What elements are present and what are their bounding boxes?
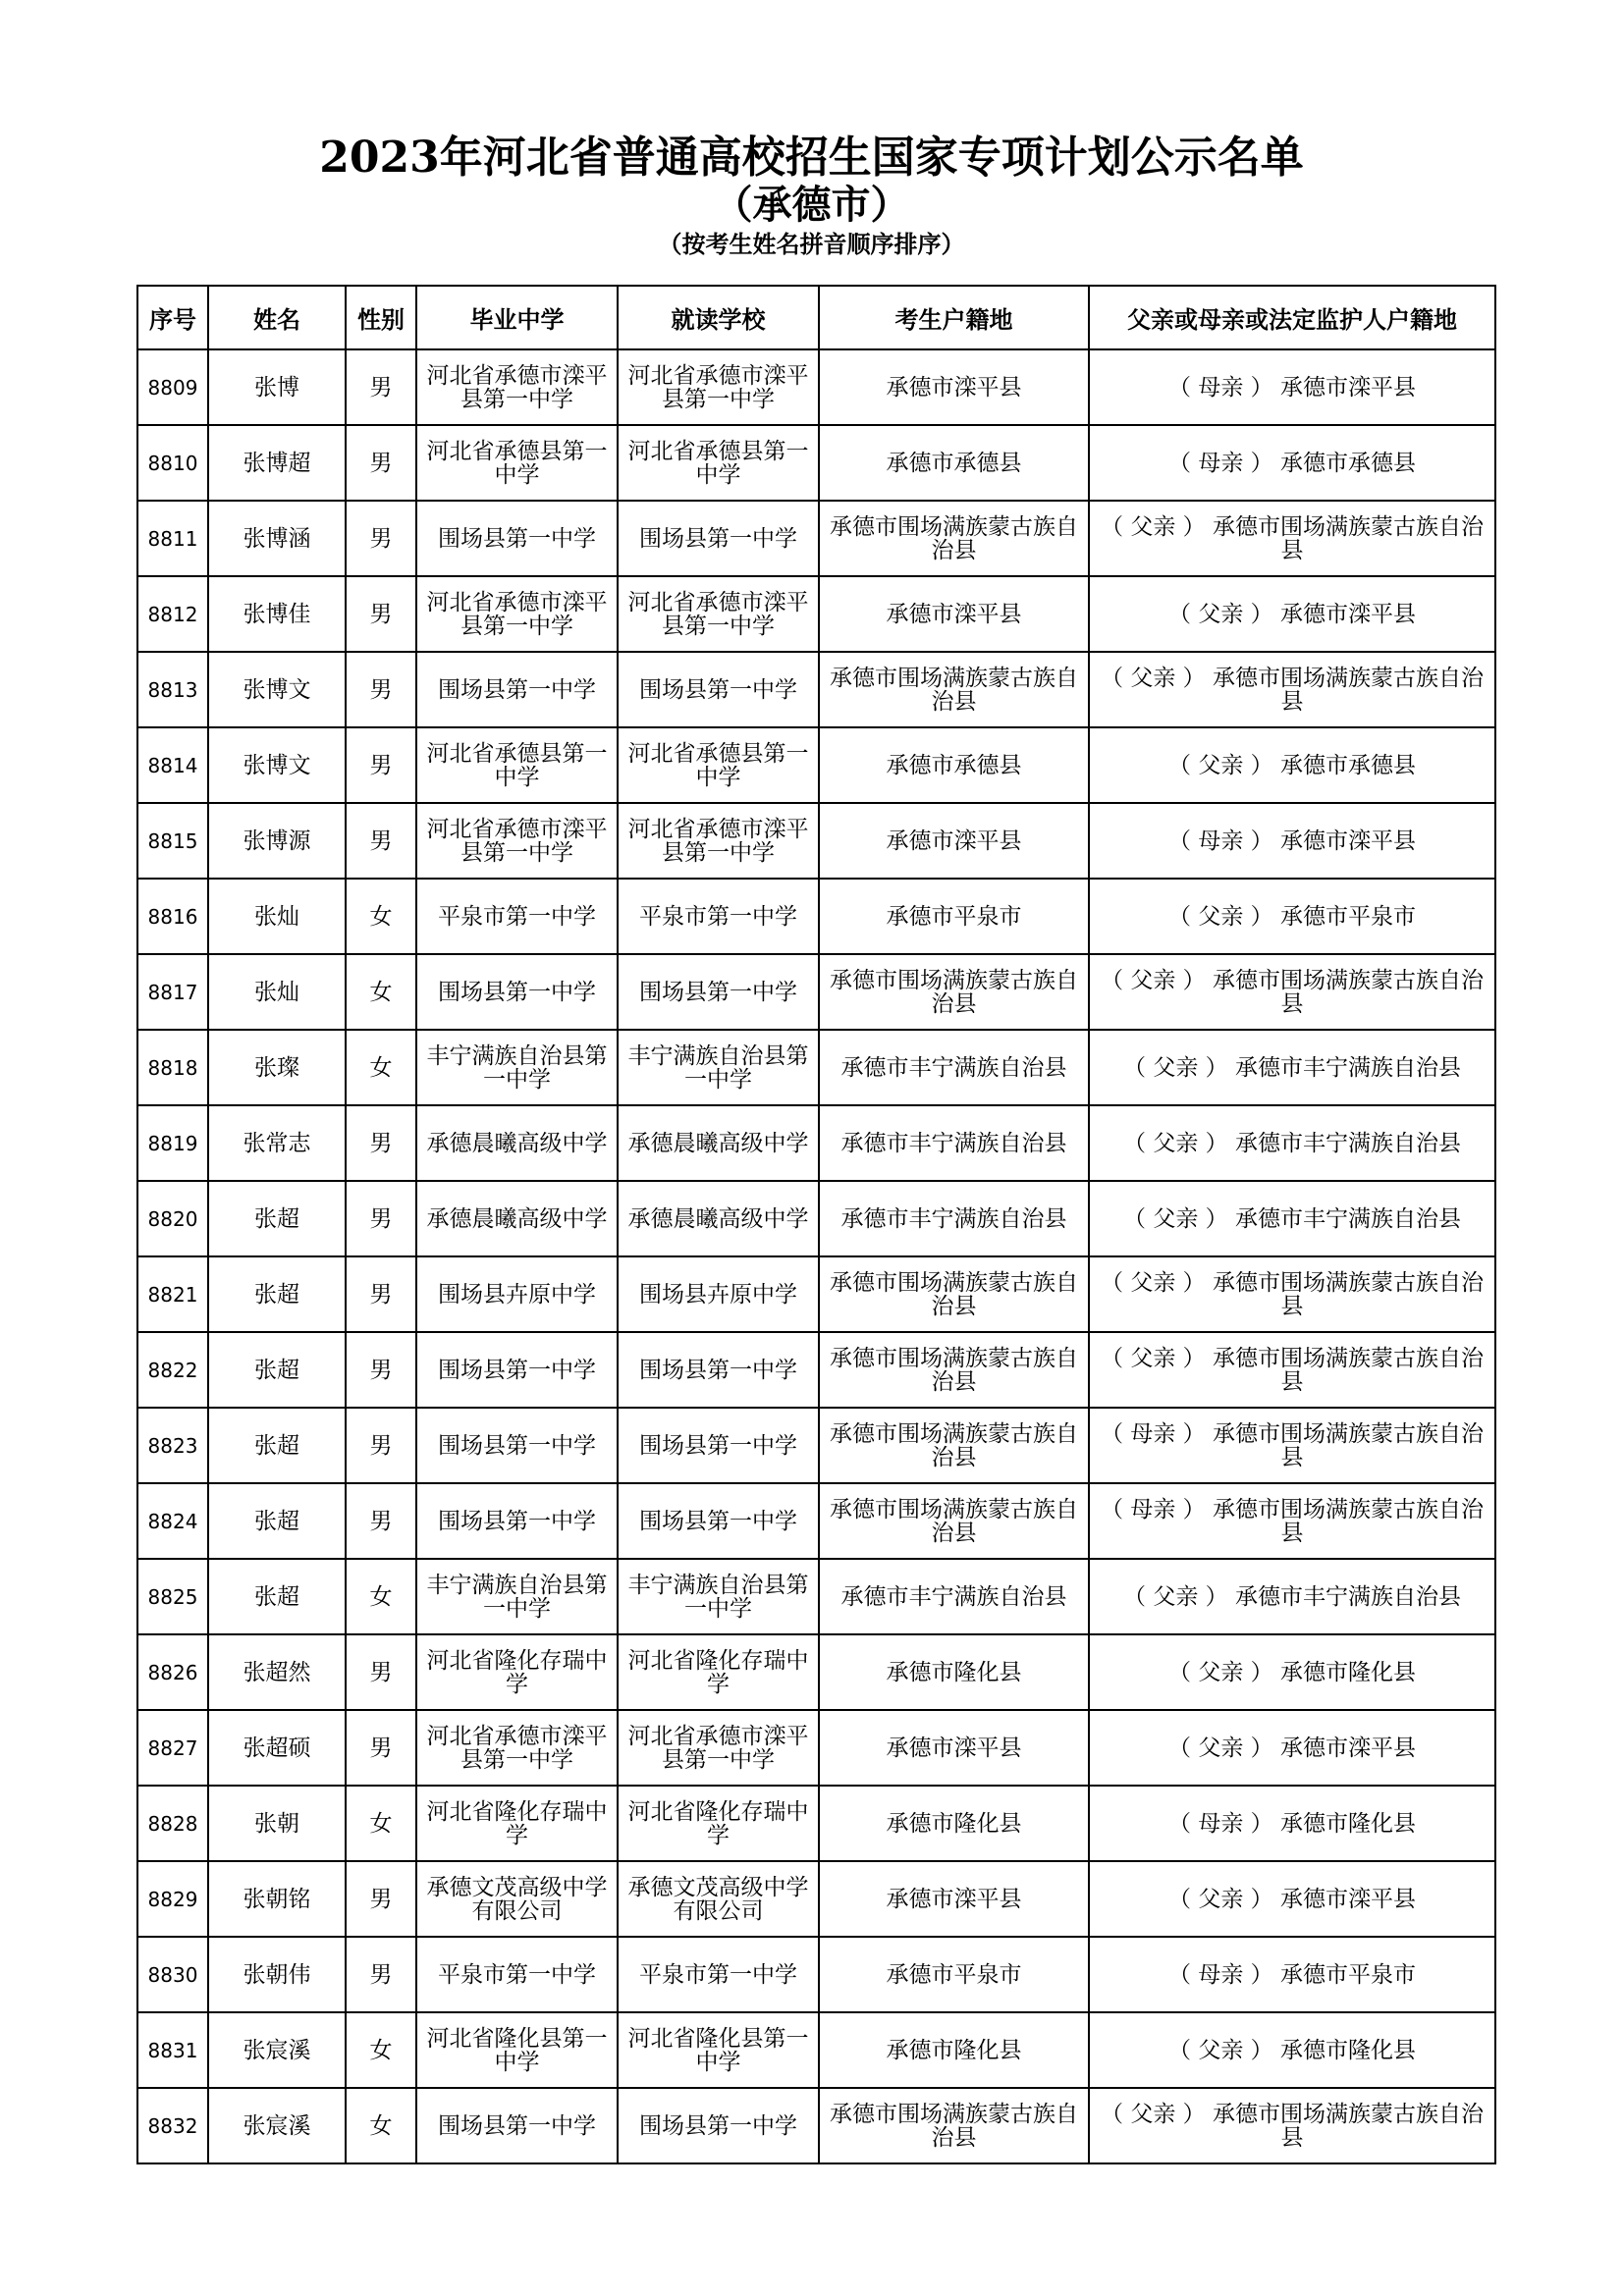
cell-hukou: 承德市围场满族蒙古族自治县 bbox=[819, 1408, 1089, 1483]
cell-study-school: 平泉市第一中学 bbox=[618, 879, 819, 954]
cell-grad-school: 围场县第一中学 bbox=[416, 652, 618, 727]
cell-guardian-hukou: （ 父亲 ） 承德市丰宁满族自治县 bbox=[1089, 1030, 1495, 1105]
cell-grad-school: 河北省承德市滦平县第一中学 bbox=[416, 349, 618, 425]
cell-hukou: 承德市围场满族蒙古族自治县 bbox=[819, 1256, 1089, 1332]
cell-study-school: 承德晨曦高级中学 bbox=[618, 1181, 819, 1256]
table-row bbox=[137, 501, 1495, 576]
cell-study-school: 承德文茂高级中学有限公司 bbox=[618, 1861, 819, 1937]
cell-hukou: 承德市平泉市 bbox=[819, 1937, 1089, 2012]
cell-hukou: 承德市丰宁满族自治县 bbox=[819, 1181, 1089, 1256]
cell-grad-school: 围场县卉原中学 bbox=[416, 1256, 618, 1332]
cell-no: 8810 bbox=[137, 425, 208, 501]
table-row bbox=[137, 1181, 1495, 1256]
page-title: 2023年河北省普通高校招生国家专项计划公示名单 bbox=[319, 133, 1304, 183]
cell-study-school: 围场县卉原中学 bbox=[618, 1256, 819, 1332]
cell-grad-school: 围场县第一中学 bbox=[416, 954, 618, 1030]
cell-guardian-hukou: （ 母亲 ） 承德市围场满族蒙古族自治县 bbox=[1089, 1483, 1495, 1559]
cell-guardian-hukou: （ 父亲 ） 承德市滦平县 bbox=[1089, 576, 1495, 652]
cell-grad-school: 河北省隆化存瑞中学 bbox=[416, 1634, 618, 1710]
cell-hukou: 承德市滦平县 bbox=[819, 803, 1089, 879]
cell-name: 张宸溪 bbox=[208, 2088, 346, 2163]
col-header-guardian-hukou: 父亲或母亲或法定监护人户籍地 bbox=[1089, 286, 1495, 349]
table-row bbox=[137, 2012, 1495, 2088]
cell-guardian-hukou: （ 父亲 ） 承德市丰宁满族自治县 bbox=[1089, 1559, 1495, 1634]
cell-no: 8816 bbox=[137, 879, 208, 954]
cell-grad-school: 河北省承德县第一中学 bbox=[416, 727, 618, 803]
col-header-hukou: 考生户籍地 bbox=[819, 286, 1089, 349]
cell-gender: 女 bbox=[346, 954, 416, 1030]
cell-gender: 男 bbox=[346, 425, 416, 501]
cell-study-school: 围场县第一中学 bbox=[618, 954, 819, 1030]
cell-gender: 男 bbox=[346, 1256, 416, 1332]
cell-hukou: 承德市隆化县 bbox=[819, 1634, 1089, 1710]
cell-no: 8828 bbox=[137, 1786, 208, 1861]
cell-name: 张超 bbox=[208, 1181, 346, 1256]
cell-guardian-hukou: （ 父亲 ） 承德市围场满族蒙古族自治县 bbox=[1089, 2088, 1495, 2163]
cell-study-school: 围场县第一中学 bbox=[618, 2088, 819, 2163]
cell-guardian-hukou: （ 父亲 ） 承德市滦平县 bbox=[1089, 1710, 1495, 1786]
cell-name: 张超 bbox=[208, 1256, 346, 1332]
cell-study-school: 丰宁满族自治县第一中学 bbox=[618, 1559, 819, 1634]
cell-grad-school: 河北省隆化县第一中学 bbox=[416, 2012, 618, 2088]
cell-grad-school: 河北省承德县第一中学 bbox=[416, 425, 618, 501]
cell-study-school: 河北省承德市滦平县第一中学 bbox=[618, 803, 819, 879]
cell-gender: 女 bbox=[346, 1559, 416, 1634]
cell-hukou: 承德市丰宁满族自治县 bbox=[819, 1105, 1089, 1181]
cell-guardian-hukou: （ 父亲 ） 承德市丰宁满族自治县 bbox=[1089, 1181, 1495, 1256]
cell-no: 8815 bbox=[137, 803, 208, 879]
cell-no: 8832 bbox=[137, 2088, 208, 2163]
cell-gender: 男 bbox=[346, 1483, 416, 1559]
cell-gender: 男 bbox=[346, 1181, 416, 1256]
cell-name: 张灿 bbox=[208, 879, 346, 954]
table-row bbox=[137, 1105, 1495, 1181]
cell-grad-school: 丰宁满族自治县第一中学 bbox=[416, 1559, 618, 1634]
cell-no: 8811 bbox=[137, 501, 208, 576]
cell-grad-school: 河北省承德市滦平县第一中学 bbox=[416, 576, 618, 652]
cell-no: 8817 bbox=[137, 954, 208, 1030]
table-row bbox=[137, 1030, 1495, 1105]
cell-gender: 女 bbox=[346, 2088, 416, 2163]
table-row bbox=[137, 1937, 1495, 2012]
cell-no: 8818 bbox=[137, 1030, 208, 1105]
cell-study-school: 河北省承德县第一中学 bbox=[618, 425, 819, 501]
cell-name: 张超硕 bbox=[208, 1710, 346, 1786]
cell-study-school: 河北省承德市滦平县第一中学 bbox=[618, 349, 819, 425]
cell-gender: 女 bbox=[346, 1786, 416, 1861]
cell-guardian-hukou: （ 母亲 ） 承德市滦平县 bbox=[1089, 349, 1495, 425]
col-header-name: 姓名 bbox=[208, 286, 346, 349]
cell-gender: 男 bbox=[346, 501, 416, 576]
cell-hukou: 承德市丰宁满族自治县 bbox=[819, 1030, 1089, 1105]
cell-study-school: 承德晨曦高级中学 bbox=[618, 1105, 819, 1181]
cell-no: 8822 bbox=[137, 1332, 208, 1408]
cell-study-school: 河北省承德市滦平县第一中学 bbox=[618, 576, 819, 652]
table-row bbox=[137, 1408, 1495, 1483]
cell-guardian-hukou: （ 父亲 ） 承德市围场满族蒙古族自治县 bbox=[1089, 1256, 1495, 1332]
cell-name: 张璨 bbox=[208, 1030, 346, 1105]
table-row bbox=[137, 803, 1495, 879]
cell-gender: 女 bbox=[346, 1030, 416, 1105]
table-row bbox=[137, 1559, 1495, 1634]
table-body bbox=[137, 349, 1495, 2163]
cell-gender: 男 bbox=[346, 1634, 416, 1710]
cell-hukou: 承德市滦平县 bbox=[819, 1861, 1089, 1937]
cell-grad-school: 围场县第一中学 bbox=[416, 1483, 618, 1559]
cell-name: 张博源 bbox=[208, 803, 346, 879]
table-row bbox=[137, 576, 1495, 652]
cell-no: 8830 bbox=[137, 1937, 208, 2012]
cell-grad-school: 河北省隆化存瑞中学 bbox=[416, 1786, 618, 1861]
cell-grad-school: 围场县第一中学 bbox=[416, 501, 618, 576]
cell-guardian-hukou: （ 母亲 ） 承德市隆化县 bbox=[1089, 1786, 1495, 1861]
cell-gender: 男 bbox=[346, 1332, 416, 1408]
cell-study-school: 围场县第一中学 bbox=[618, 1332, 819, 1408]
candidate-table bbox=[136, 285, 1496, 2164]
table-row bbox=[137, 1861, 1495, 1937]
cell-no: 8825 bbox=[137, 1559, 208, 1634]
cell-guardian-hukou: （ 父亲 ） 承德市承德县 bbox=[1089, 727, 1495, 803]
cell-guardian-hukou: （ 父亲 ） 承德市滦平县 bbox=[1089, 1861, 1495, 1937]
page-subtitle: （承德市） bbox=[713, 182, 910, 228]
cell-study-school: 丰宁满族自治县第一中学 bbox=[618, 1030, 819, 1105]
table-row bbox=[137, 1634, 1495, 1710]
col-header-study-school: 就读学校 bbox=[618, 286, 819, 349]
cell-guardian-hukou: （ 母亲 ） 承德市承德县 bbox=[1089, 425, 1495, 501]
cell-hukou: 承德市承德县 bbox=[819, 425, 1089, 501]
cell-no: 8821 bbox=[137, 1256, 208, 1332]
cell-grad-school: 平泉市第一中学 bbox=[416, 879, 618, 954]
cell-name: 张宸溪 bbox=[208, 2012, 346, 2088]
cell-grad-school: 丰宁满族自治县第一中学 bbox=[416, 1030, 618, 1105]
table-row bbox=[137, 1332, 1495, 1408]
cell-hukou: 承德市滦平县 bbox=[819, 1710, 1089, 1786]
cell-hukou: 承德市滦平县 bbox=[819, 349, 1089, 425]
cell-gender: 男 bbox=[346, 1710, 416, 1786]
cell-grad-school: 承德文茂高级中学有限公司 bbox=[416, 1861, 618, 1937]
cell-gender: 男 bbox=[346, 727, 416, 803]
cell-study-school: 河北省隆化存瑞中学 bbox=[618, 1634, 819, 1710]
cell-guardian-hukou: （ 父亲 ） 承德市围场满族蒙古族自治县 bbox=[1089, 652, 1495, 727]
cell-study-school: 平泉市第一中学 bbox=[618, 1937, 819, 2012]
cell-no: 8813 bbox=[137, 652, 208, 727]
cell-study-school: 围场县第一中学 bbox=[618, 1483, 819, 1559]
table-row bbox=[137, 1256, 1495, 1332]
cell-guardian-hukou: （ 父亲 ） 承德市围场满族蒙古族自治县 bbox=[1089, 501, 1495, 576]
cell-name: 张博 bbox=[208, 349, 346, 425]
cell-name: 张超然 bbox=[208, 1634, 346, 1710]
cell-study-school: 围场县第一中学 bbox=[618, 1408, 819, 1483]
cell-no: 8809 bbox=[137, 349, 208, 425]
cell-grad-school: 河北省承德市滦平县第一中学 bbox=[416, 803, 618, 879]
cell-gender: 男 bbox=[346, 652, 416, 727]
cell-gender: 男 bbox=[346, 576, 416, 652]
cell-grad-school: 围场县第一中学 bbox=[416, 1408, 618, 1483]
cell-hukou: 承德市丰宁满族自治县 bbox=[819, 1559, 1089, 1634]
cell-guardian-hukou: （ 母亲 ） 承德市围场满族蒙古族自治县 bbox=[1089, 1408, 1495, 1483]
cell-grad-school: 平泉市第一中学 bbox=[416, 1937, 618, 2012]
cell-study-school: 河北省承德县第一中学 bbox=[618, 727, 819, 803]
cell-name: 张超 bbox=[208, 1408, 346, 1483]
cell-guardian-hukou: （ 父亲 ） 承德市隆化县 bbox=[1089, 1634, 1495, 1710]
cell-name: 张博文 bbox=[208, 652, 346, 727]
cell-grad-school: 围场县第一中学 bbox=[416, 1332, 618, 1408]
cell-name: 张博佳 bbox=[208, 576, 346, 652]
cell-name: 张博文 bbox=[208, 727, 346, 803]
cell-no: 8820 bbox=[137, 1181, 208, 1256]
table-row bbox=[137, 727, 1495, 803]
cell-no: 8829 bbox=[137, 1861, 208, 1937]
cell-study-school: 河北省隆化县第一中学 bbox=[618, 2012, 819, 2088]
cell-guardian-hukou: （ 父亲 ） 承德市隆化县 bbox=[1089, 2012, 1495, 2088]
table-header-row bbox=[137, 286, 1495, 349]
cell-study-school: 河北省隆化存瑞中学 bbox=[618, 1786, 819, 1861]
cell-name: 张常志 bbox=[208, 1105, 346, 1181]
table-row bbox=[137, 954, 1495, 1030]
cell-name: 张灿 bbox=[208, 954, 346, 1030]
cell-hukou: 承德市滦平县 bbox=[819, 576, 1089, 652]
cell-hukou: 承德市围场满族蒙古族自治县 bbox=[819, 501, 1089, 576]
cell-guardian-hukou: （ 父亲 ） 承德市围场满族蒙古族自治县 bbox=[1089, 1332, 1495, 1408]
cell-guardian-hukou: （ 母亲 ） 承德市滦平县 bbox=[1089, 803, 1495, 879]
sort-note: （按考生姓名拼音顺序排序） bbox=[658, 231, 965, 258]
cell-no: 8823 bbox=[137, 1408, 208, 1483]
cell-hukou: 承德市围场满族蒙古族自治县 bbox=[819, 1332, 1089, 1408]
table-row bbox=[137, 652, 1495, 727]
col-header-gender: 性别 bbox=[346, 286, 416, 349]
table-row bbox=[137, 1786, 1495, 1861]
cell-study-school: 河北省承德市滦平县第一中学 bbox=[618, 1710, 819, 1786]
cell-gender: 男 bbox=[346, 1408, 416, 1483]
cell-no: 8812 bbox=[137, 576, 208, 652]
cell-grad-school: 河北省承德市滦平县第一中学 bbox=[416, 1710, 618, 1786]
cell-hukou: 承德市隆化县 bbox=[819, 2012, 1089, 2088]
cell-gender: 男 bbox=[346, 1105, 416, 1181]
cell-hukou: 承德市围场满族蒙古族自治县 bbox=[819, 1483, 1089, 1559]
cell-name: 张博涵 bbox=[208, 501, 346, 576]
cell-hukou: 承德市围场满族蒙古族自治县 bbox=[819, 2088, 1089, 2163]
cell-name: 张朝 bbox=[208, 1786, 346, 1861]
cell-name: 张超 bbox=[208, 1332, 346, 1408]
cell-name: 张超 bbox=[208, 1483, 346, 1559]
cell-hukou: 承德市隆化县 bbox=[819, 1786, 1089, 1861]
table-row bbox=[137, 1710, 1495, 1786]
cell-name: 张超 bbox=[208, 1559, 346, 1634]
cell-no: 8814 bbox=[137, 727, 208, 803]
cell-hukou: 承德市围场满族蒙古族自治县 bbox=[819, 652, 1089, 727]
cell-no: 8827 bbox=[137, 1710, 208, 1786]
col-header-no: 序号 bbox=[137, 286, 208, 349]
table-row bbox=[137, 2088, 1495, 2163]
cell-guardian-hukou: （ 父亲 ） 承德市围场满族蒙古族自治县 bbox=[1089, 954, 1495, 1030]
cell-hukou: 承德市承德县 bbox=[819, 727, 1089, 803]
cell-guardian-hukou: （ 母亲 ） 承德市平泉市 bbox=[1089, 1937, 1495, 2012]
cell-grad-school: 承德晨曦高级中学 bbox=[416, 1105, 618, 1181]
cell-name: 张朝伟 bbox=[208, 1937, 346, 2012]
cell-grad-school: 承德晨曦高级中学 bbox=[416, 1181, 618, 1256]
cell-gender: 男 bbox=[346, 349, 416, 425]
cell-no: 8831 bbox=[137, 2012, 208, 2088]
cell-no: 8819 bbox=[137, 1105, 208, 1181]
cell-no: 8826 bbox=[137, 1634, 208, 1710]
table-row bbox=[137, 1483, 1495, 1559]
cell-grad-school: 围场县第一中学 bbox=[416, 2088, 618, 2163]
cell-gender: 女 bbox=[346, 2012, 416, 2088]
cell-guardian-hukou: （ 父亲 ） 承德市平泉市 bbox=[1089, 879, 1495, 954]
table-row bbox=[137, 349, 1495, 425]
cell-hukou: 承德市平泉市 bbox=[819, 879, 1089, 954]
col-header-grad-school: 毕业中学 bbox=[416, 286, 618, 349]
cell-name: 张博超 bbox=[208, 425, 346, 501]
cell-no: 8824 bbox=[137, 1483, 208, 1559]
cell-name: 张朝铭 bbox=[208, 1861, 346, 1937]
cell-gender: 男 bbox=[346, 1937, 416, 2012]
cell-gender: 男 bbox=[346, 1861, 416, 1937]
table-row bbox=[137, 425, 1495, 501]
cell-hukou: 承德市围场满族蒙古族自治县 bbox=[819, 954, 1089, 1030]
table-row bbox=[137, 879, 1495, 954]
cell-gender: 男 bbox=[346, 803, 416, 879]
cell-study-school: 围场县第一中学 bbox=[618, 652, 819, 727]
cell-study-school: 围场县第一中学 bbox=[618, 501, 819, 576]
cell-guardian-hukou: （ 父亲 ） 承德市丰宁满族自治县 bbox=[1089, 1105, 1495, 1181]
cell-gender: 女 bbox=[346, 879, 416, 954]
